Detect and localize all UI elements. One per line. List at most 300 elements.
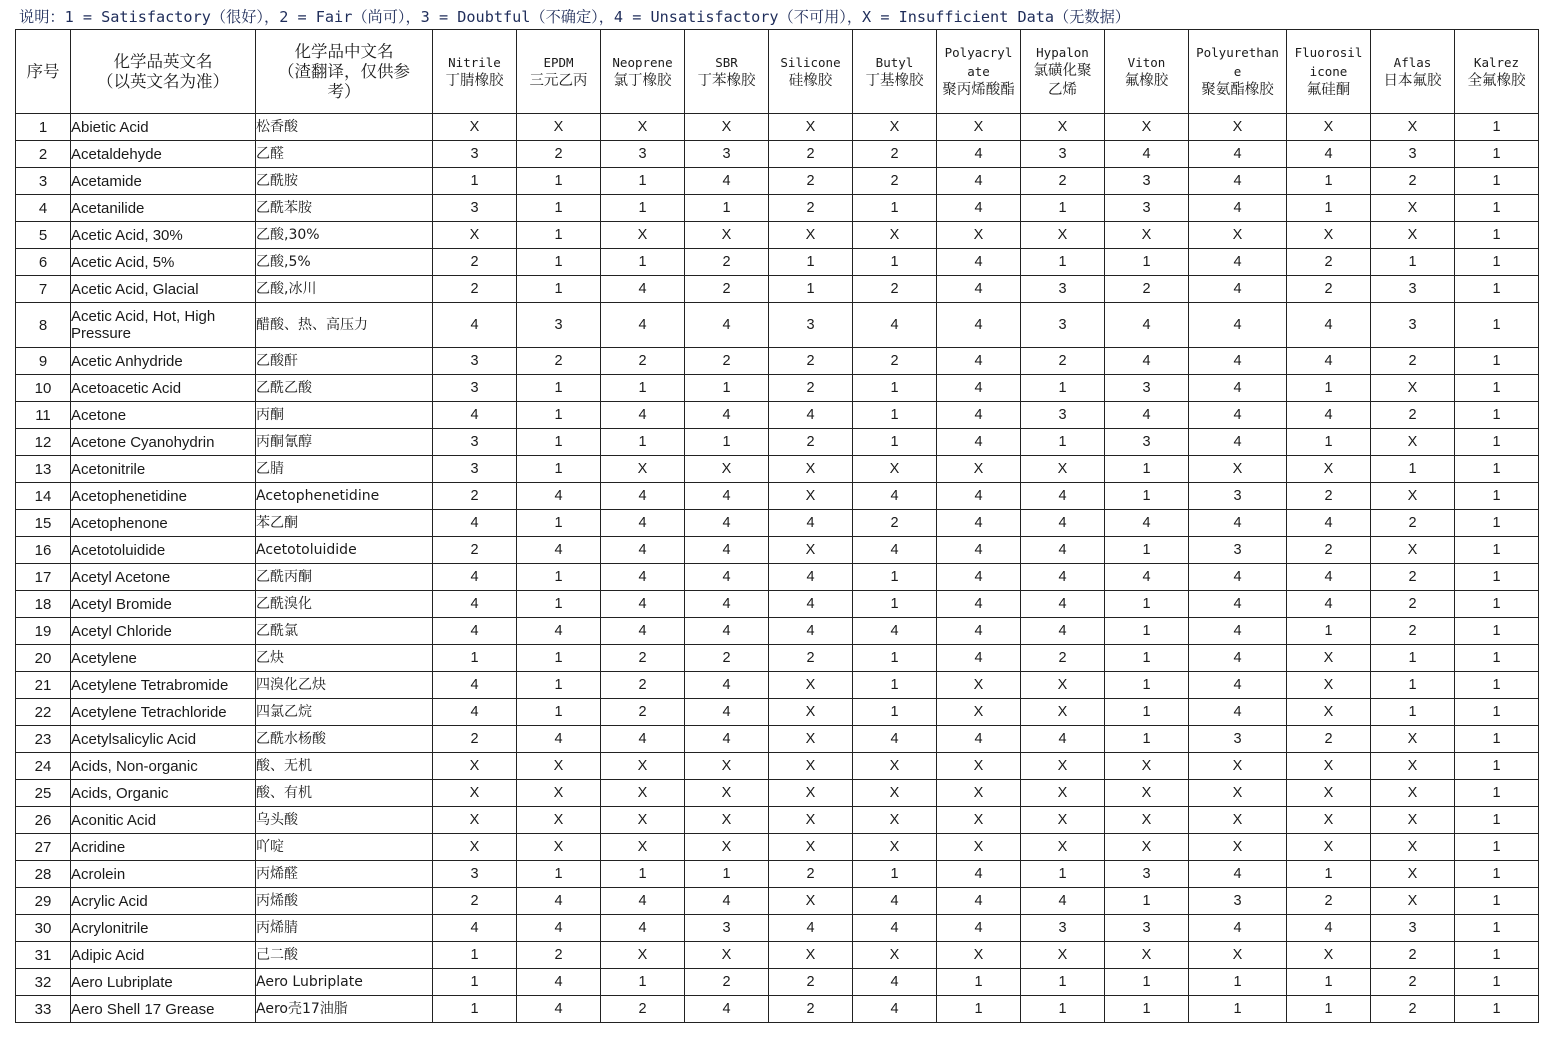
rating-cell: 1 <box>1189 996 1287 1023</box>
rating-cell: 1 <box>853 402 937 429</box>
rating-cell: 1 <box>685 375 769 402</box>
rating-cell: 4 <box>517 888 601 915</box>
rating-cell: 1 <box>769 276 853 303</box>
rating-cell: X <box>1021 942 1105 969</box>
rating-cell: 4 <box>769 591 853 618</box>
rating-cell: 4 <box>937 537 1021 564</box>
header-material-nitrile <box>433 30 517 114</box>
rating-cell: X <box>1021 834 1105 861</box>
rating-cell: X <box>769 753 853 780</box>
rating-cell: 1 <box>1105 726 1189 753</box>
rating-cell: 2 <box>1371 996 1455 1023</box>
chemical-chinese-name: 乙酰苯胺 <box>256 195 433 222</box>
rating-cell: X <box>937 456 1021 483</box>
chemical-chinese-name: 乙酰氯 <box>256 618 433 645</box>
rating-cell: 4 <box>433 564 517 591</box>
rating-cell: 1 <box>1455 222 1539 249</box>
rating-cell: X <box>1189 834 1287 861</box>
rating-cell: X <box>1021 807 1105 834</box>
row-index: 15 <box>16 510 71 537</box>
row-index: 10 <box>16 375 71 402</box>
rating-cell: X <box>1021 456 1105 483</box>
rating-cell: X <box>1105 834 1189 861</box>
rating-cell: 2 <box>769 168 853 195</box>
table-row <box>16 645 1539 672</box>
table-row <box>16 780 1539 807</box>
rating-cell: 2 <box>769 348 853 375</box>
chemical-chinese-name: 乙酸,30% <box>256 222 433 249</box>
rating-cell: 1 <box>1455 510 1539 537</box>
rating-cell: 4 <box>433 591 517 618</box>
rating-cell: 2 <box>769 195 853 222</box>
rating-cell: 1 <box>1455 645 1539 672</box>
rating-cell: X <box>685 114 769 141</box>
rating-cell: 1 <box>1455 483 1539 510</box>
table-row <box>16 618 1539 645</box>
rating-cell: 2 <box>769 141 853 168</box>
row-index: 30 <box>16 915 71 942</box>
rating-cell: 1 <box>1455 888 1539 915</box>
header-material-silicone <box>769 30 853 114</box>
rating-cell: 2 <box>853 348 937 375</box>
header-chinese-line: 考） <box>327 81 361 101</box>
rating-cell: 1 <box>517 222 601 249</box>
rating-cell: 1 <box>601 195 685 222</box>
rating-cell: 1 <box>853 375 937 402</box>
table-row <box>16 402 1539 429</box>
chemical-chinese-name: Aero Lubriplate <box>256 969 433 996</box>
rating-cell: 4 <box>853 537 937 564</box>
row-index: 8 <box>16 303 71 348</box>
rating-cell: X <box>1371 195 1455 222</box>
rating-cell: X <box>1287 222 1371 249</box>
rating-cell: 1 <box>1455 618 1539 645</box>
rating-cell: 4 <box>1287 141 1371 168</box>
rating-cell: 4 <box>853 996 937 1023</box>
rating-cell: 3 <box>1105 861 1189 888</box>
rating-cell: X <box>1371 753 1455 780</box>
rating-cell: 1 <box>1455 699 1539 726</box>
chemical-english-name: Acetophenone <box>71 510 256 537</box>
table-body <box>16 114 1539 1023</box>
rating-cell: 1 <box>1021 861 1105 888</box>
header-chinese-line: （渣翻译，仅供参 <box>278 61 410 81</box>
rating-cell: 2 <box>853 168 937 195</box>
rating-cell: 1 <box>853 429 937 456</box>
row-index: 25 <box>16 780 71 807</box>
rating-cell: X <box>937 942 1021 969</box>
rating-cell: 1 <box>517 645 601 672</box>
rating-cell: X <box>685 753 769 780</box>
chemical-english-name: Acrolein <box>71 861 256 888</box>
row-index: 5 <box>16 222 71 249</box>
chemical-chinese-name: 吖啶 <box>256 834 433 861</box>
rating-cell: 3 <box>1021 141 1105 168</box>
rating-cell: 1 <box>1455 168 1539 195</box>
rating-cell: 1 <box>1105 888 1189 915</box>
rating-cell: 4 <box>937 645 1021 672</box>
rating-cell: 1 <box>1455 753 1539 780</box>
rating-cell: 2 <box>1021 645 1105 672</box>
rating-cell: X <box>601 114 685 141</box>
chemical-chinese-name: 乙腈 <box>256 456 433 483</box>
rating-cell: X <box>1287 942 1371 969</box>
rating-cell: 1 <box>601 861 685 888</box>
rating-cell: 4 <box>937 402 1021 429</box>
row-index: 9 <box>16 348 71 375</box>
rating-cell: X <box>1371 888 1455 915</box>
table-row <box>16 699 1539 726</box>
rating-cell: 3 <box>433 375 517 402</box>
rating-cell: 1 <box>517 402 601 429</box>
rating-cell: 1 <box>1105 699 1189 726</box>
row-index: 4 <box>16 195 71 222</box>
rating-cell: 2 <box>1371 510 1455 537</box>
rating-cell: 1 <box>1455 141 1539 168</box>
chemical-compatibility-table <box>15 29 1539 1023</box>
row-index: 31 <box>16 942 71 969</box>
rating-cell: 4 <box>1287 348 1371 375</box>
rating-cell: 1 <box>1105 618 1189 645</box>
rating-cell: 2 <box>853 510 937 537</box>
rating-cell: 2 <box>1371 969 1455 996</box>
rating-cell: 1 <box>601 249 685 276</box>
rating-cell: X <box>937 222 1021 249</box>
rating-cell: X <box>601 456 685 483</box>
chemical-chinese-name: 丙酮 <box>256 402 433 429</box>
rating-cell: 4 <box>937 195 1021 222</box>
rating-cell: 1 <box>1105 483 1189 510</box>
rating-cell: 1 <box>517 591 601 618</box>
rating-cell: 1 <box>1455 726 1539 753</box>
rating-cell: X <box>937 780 1021 807</box>
header-material-cn: 氟硅酮 <box>1306 82 1351 98</box>
rating-cell: X <box>769 888 853 915</box>
rating-cell: X <box>1371 429 1455 456</box>
rating-cell: X <box>1189 807 1287 834</box>
rating-cell: 1 <box>1287 168 1371 195</box>
rating-cell: 4 <box>853 915 937 942</box>
header-material-en: Neoprene <box>612 54 673 70</box>
rating-cell: 1 <box>1287 618 1371 645</box>
rating-cell: 2 <box>601 348 685 375</box>
rating-cell: 4 <box>1105 564 1189 591</box>
rating-cell: X <box>1287 672 1371 699</box>
rating-cell: X <box>685 942 769 969</box>
rating-cell: 2 <box>1371 942 1455 969</box>
rating-cell: 4 <box>517 618 601 645</box>
rating-cell: 4 <box>1189 195 1287 222</box>
rating-cell: X <box>517 114 601 141</box>
table-row <box>16 168 1539 195</box>
rating-cell: X <box>685 834 769 861</box>
rating-cell: 4 <box>1189 402 1287 429</box>
header-material-cn: 硅橡胶 <box>788 72 833 89</box>
rating-cell: 4 <box>685 510 769 537</box>
rating-cell: X <box>853 114 937 141</box>
chemical-chinese-name: 乙醛 <box>256 141 433 168</box>
rating-cell: 4 <box>1105 141 1189 168</box>
rating-cell: 1 <box>853 591 937 618</box>
table-row <box>16 483 1539 510</box>
rating-cell: X <box>1189 222 1287 249</box>
chemical-english-name: Acetone <box>71 402 256 429</box>
rating-cell: X <box>1371 780 1455 807</box>
rating-cell: 4 <box>1189 141 1287 168</box>
rating-cell: X <box>769 780 853 807</box>
rating-cell: X <box>1189 780 1287 807</box>
header-material-cn: 聚丙烯酸酯 <box>942 82 1015 98</box>
rating-cell: X <box>853 834 937 861</box>
rating-cell: 1 <box>1455 375 1539 402</box>
rating-cell: 4 <box>1189 564 1287 591</box>
table-row <box>16 861 1539 888</box>
rating-cell: X <box>1105 114 1189 141</box>
rating-cell: X <box>1371 834 1455 861</box>
rating-cell: X <box>769 222 853 249</box>
table-row <box>16 222 1539 249</box>
rating-cell: 4 <box>769 564 853 591</box>
rating-cell: X <box>1371 375 1455 402</box>
rating-cell: X <box>769 807 853 834</box>
rating-cell: 1 <box>1105 456 1189 483</box>
chemical-chinese-name: Acetotoluidide <box>256 537 433 564</box>
chemical-chinese-name: 乙炔 <box>256 645 433 672</box>
rating-cell: 2 <box>1021 168 1105 195</box>
rating-cell: 4 <box>1189 699 1287 726</box>
rating-cell: 1 <box>1021 969 1105 996</box>
rating-cell: X <box>769 456 853 483</box>
rating-cell: 4 <box>1021 618 1105 645</box>
rating-cell: 4 <box>1021 564 1105 591</box>
rating-cell: X <box>853 942 937 969</box>
rating-cell: 3 <box>433 141 517 168</box>
rating-cell: X <box>1371 807 1455 834</box>
header-material-en: Polyurethan <box>1196 45 1279 60</box>
rating-cell: 4 <box>685 996 769 1023</box>
table-row <box>16 942 1539 969</box>
rating-cell: 3 <box>1371 276 1455 303</box>
rating-cell: 4 <box>1189 591 1287 618</box>
header-material-kalrez <box>1455 30 1539 114</box>
rating-cell: 4 <box>1021 483 1105 510</box>
table-row <box>16 114 1539 141</box>
rating-cell: X <box>853 456 937 483</box>
rating-cell: 4 <box>601 726 685 753</box>
rating-cell: 2 <box>1371 348 1455 375</box>
rating-cell: 1 <box>769 249 853 276</box>
rating-cell: 2 <box>1105 276 1189 303</box>
rating-cell: 4 <box>601 483 685 510</box>
rating-cell: 1 <box>1455 834 1539 861</box>
rating-cell: 2 <box>769 375 853 402</box>
header-material-en: Hypalon <box>1036 45 1089 60</box>
rating-cell: 1 <box>1455 429 1539 456</box>
chemical-english-name: Acrylic Acid <box>71 888 256 915</box>
rating-cell: 3 <box>1371 141 1455 168</box>
row-index: 13 <box>16 456 71 483</box>
rating-cell: 2 <box>433 276 517 303</box>
rating-cell: 2 <box>1287 726 1371 753</box>
rating-cell: 4 <box>937 348 1021 375</box>
rating-cell: 4 <box>433 672 517 699</box>
rating-cell: 4 <box>685 483 769 510</box>
chemical-chinese-name: 乙酰丙酮 <box>256 564 433 591</box>
header-material-cn: 氟橡胶 <box>1124 72 1169 89</box>
header-material-en: ate <box>967 64 990 79</box>
rating-cell: 2 <box>1287 483 1371 510</box>
header-material-en: Kalrez <box>1473 54 1520 70</box>
rating-cell: 1 <box>1021 996 1105 1023</box>
rating-cell: 3 <box>1021 402 1105 429</box>
rating-cell: 1 <box>1455 996 1539 1023</box>
rating-cell: 3 <box>433 456 517 483</box>
rating-cell: 1 <box>1287 969 1371 996</box>
rating-cell: 1 <box>1455 276 1539 303</box>
rating-cell: 1 <box>517 699 601 726</box>
table-row <box>16 996 1539 1023</box>
rating-cell: 2 <box>685 249 769 276</box>
rating-cell: 4 <box>853 888 937 915</box>
table-row <box>16 726 1539 753</box>
rating-cell: 2 <box>1371 168 1455 195</box>
rating-cell: 4 <box>1189 510 1287 537</box>
rating-cell: 4 <box>1189 672 1287 699</box>
rating-cell: 1 <box>1455 303 1539 348</box>
chemical-chinese-name: 丙烯腈 <box>256 915 433 942</box>
chemical-chinese-name: 乙酸,冰川 <box>256 276 433 303</box>
rating-cell: X <box>1371 114 1455 141</box>
row-index: 24 <box>16 753 71 780</box>
chemical-chinese-name: 松香酸 <box>256 114 433 141</box>
chemical-chinese-name: 乙酰胺 <box>256 168 433 195</box>
row-index: 20 <box>16 645 71 672</box>
rating-cell: 1 <box>1371 672 1455 699</box>
rating-cell: 1 <box>1455 564 1539 591</box>
rating-cell: 2 <box>517 942 601 969</box>
rating-cell: X <box>1287 780 1371 807</box>
chemical-english-name: Acetic Acid, Hot, High Pressure <box>71 303 256 348</box>
header-material-en: Silicone <box>780 54 841 70</box>
rating-cell: 1 <box>1371 456 1455 483</box>
chemical-english-name: Acetanilide <box>71 195 256 222</box>
rating-cell: 1 <box>853 645 937 672</box>
chemical-chinese-name: 乙酸酐 <box>256 348 433 375</box>
header-english-line: 化学品英文名 <box>113 51 213 71</box>
rating-cell: X <box>1105 222 1189 249</box>
rating-cell: X <box>1021 699 1105 726</box>
rating-cell: X <box>1371 537 1455 564</box>
rating-cell: 4 <box>601 276 685 303</box>
rating-cell: X <box>1287 807 1371 834</box>
header-material-en: Polyacryl <box>944 45 1013 60</box>
chemical-english-name: Abietic Acid <box>71 114 256 141</box>
rating-cell: 4 <box>1189 375 1287 402</box>
chemical-english-name: Acetic Acid, Glacial <box>71 276 256 303</box>
rating-cell: 4 <box>433 618 517 645</box>
rating-cell: 1 <box>433 645 517 672</box>
rating-cell: 1 <box>517 861 601 888</box>
rating-cell: 4 <box>937 618 1021 645</box>
row-index: 29 <box>16 888 71 915</box>
rating-cell: 1 <box>1455 402 1539 429</box>
header-material-cn: 三元乙丙 <box>529 72 588 89</box>
rating-cell: X <box>601 834 685 861</box>
rating-cell: 2 <box>685 348 769 375</box>
rating-cell: 4 <box>1189 249 1287 276</box>
rating-cell: 1 <box>517 672 601 699</box>
chemical-english-name: Acetotoluidide <box>71 537 256 564</box>
chemical-chinese-name: 丙烯醛 <box>256 861 433 888</box>
table-row <box>16 672 1539 699</box>
rating-cell: X <box>1287 834 1371 861</box>
rating-cell: X <box>433 114 517 141</box>
rating-cell: 1 <box>1105 672 1189 699</box>
rating-cell: X <box>1105 753 1189 780</box>
rating-cell: 1 <box>685 195 769 222</box>
table-row <box>16 510 1539 537</box>
rating-cell: 1 <box>1105 969 1189 996</box>
rating-cell: 4 <box>433 510 517 537</box>
row-index: 2 <box>16 141 71 168</box>
rating-cell: 3 <box>517 303 601 348</box>
rating-cell: 1 <box>1455 942 1539 969</box>
rating-cell: 4 <box>769 402 853 429</box>
rating-cell: 3 <box>1371 915 1455 942</box>
rating-cell: 2 <box>601 699 685 726</box>
rating-cell: X <box>1371 861 1455 888</box>
header-material-en: e <box>1233 64 1242 79</box>
rating-cell: X <box>1105 807 1189 834</box>
rating-cell: 1 <box>1105 537 1189 564</box>
table-row <box>16 969 1539 996</box>
rating-cell: 4 <box>937 276 1021 303</box>
rating-cell: X <box>937 807 1021 834</box>
rating-cell: 2 <box>769 645 853 672</box>
header-english-line: （以英文名为准） <box>97 71 229 91</box>
rating-cell: 3 <box>601 141 685 168</box>
rating-cell: 3 <box>1371 303 1455 348</box>
rating-cell: 1 <box>853 672 937 699</box>
chemical-english-name: Aero Lubriplate <box>71 969 256 996</box>
rating-cell: 4 <box>937 249 1021 276</box>
rating-cell: 1 <box>1287 195 1371 222</box>
row-index: 18 <box>16 591 71 618</box>
chemical-chinese-name: 丙酮氰醇 <box>256 429 433 456</box>
rating-cell: 3 <box>1189 888 1287 915</box>
rating-cell: 1 <box>853 249 937 276</box>
rating-cell: 1 <box>517 510 601 537</box>
rating-cell: X <box>853 753 937 780</box>
rating-cell: 3 <box>685 141 769 168</box>
row-index: 19 <box>16 618 71 645</box>
rating-cell: X <box>1189 114 1287 141</box>
table-row <box>16 888 1539 915</box>
rating-cell: 4 <box>517 726 601 753</box>
rating-cell: X <box>1287 114 1371 141</box>
rating-cell: X <box>937 672 1021 699</box>
rating-cell: X <box>853 222 937 249</box>
rating-cell: X <box>937 834 1021 861</box>
rating-cell: 2 <box>1287 537 1371 564</box>
header-material-cn: 聚氨酯橡胶 <box>1201 82 1274 98</box>
rating-cell: X <box>1021 753 1105 780</box>
rating-cell: 1 <box>1455 780 1539 807</box>
chemical-chinese-name: 乙酸,5% <box>256 249 433 276</box>
chemical-chinese-name: 乙酰水杨酸 <box>256 726 433 753</box>
row-index: 21 <box>16 672 71 699</box>
rating-cell: X <box>769 537 853 564</box>
